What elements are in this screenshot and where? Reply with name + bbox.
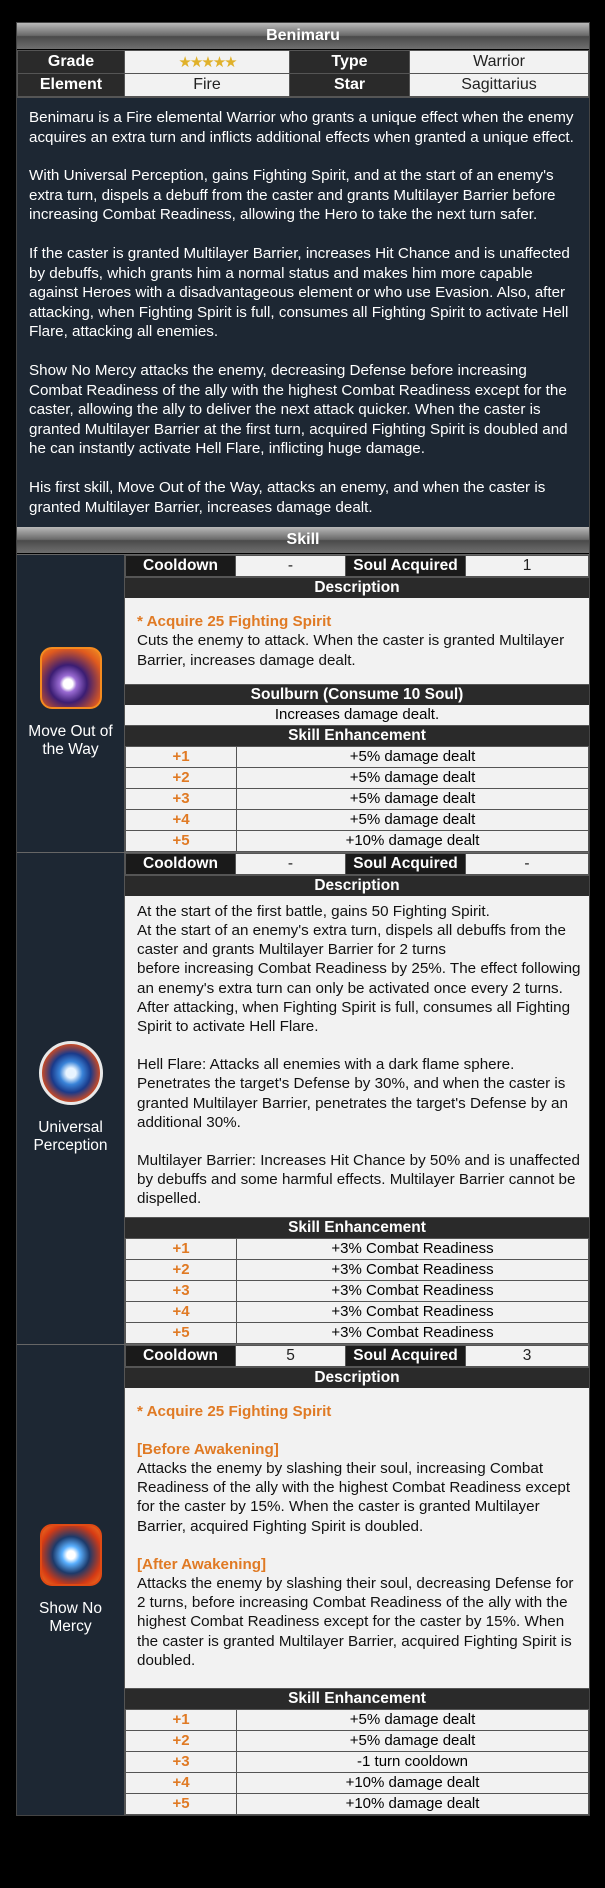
- soul-acquired-value: -: [466, 853, 589, 874]
- enhancement-row: [126, 1772, 589, 1793]
- enhancement-row: [126, 1793, 589, 1814]
- hero-info-table: [17, 50, 589, 97]
- enhancement-table: [125, 746, 589, 852]
- enhancement-row: [126, 746, 589, 767]
- enh-level: +3: [126, 1751, 237, 1772]
- description-text: At the start of the first battle, gains 50 Fighting Spirit. At the start of an enemy's extra turn, dispels all debuffs from the caster and grants Multilayer Barrier for 2 turns before increasing Combat Readiness by 25%. The effect following an enemy's extra turn can only be activated once every 2 turns. After attacking, when Fighting Spirit is full, consumes all Fighting Spirit to activate Hell Flare.: [137, 902, 581, 1035]
- skill-enhancement-header: Skill Enhancement: [125, 1688, 589, 1709]
- skill-body: [125, 555, 590, 852]
- grade-label: Grade: [18, 51, 125, 74]
- skill-icon-cell: [17, 853, 125, 1344]
- hero-card: [16, 22, 590, 1816]
- skill-universal-perception: [17, 852, 589, 1344]
- enhancement-row: [126, 1301, 589, 1322]
- skill-icon-cell: [17, 555, 125, 852]
- soul-acquired-label: Soul Acquired: [346, 1345, 466, 1366]
- enhancement-row: [126, 788, 589, 809]
- before-awakening-title: [Before Awakening]: [137, 1440, 279, 1458]
- enhancement-row: [126, 1280, 589, 1301]
- enh-value: -1 turn cooldown: [237, 1751, 589, 1772]
- enh-value: +5% damage dealt: [237, 746, 589, 767]
- element-label: Element: [18, 74, 125, 97]
- enh-level: +3: [126, 788, 237, 809]
- skill-description: [125, 1388, 589, 1688]
- skill-body: [125, 853, 590, 1344]
- enh-value: +10% damage dealt: [237, 1772, 589, 1793]
- type-label: Type: [290, 51, 410, 74]
- skill-meta: [125, 853, 589, 875]
- description-header: Description: [125, 577, 589, 598]
- enhancement-row: [126, 1730, 589, 1751]
- skill-enhancement-header: Skill Enhancement: [125, 1217, 589, 1238]
- cooldown-value: -: [236, 556, 346, 577]
- soul-acquired-label: Soul Acquired: [346, 853, 466, 874]
- skill-name: Move Out of the Way: [28, 723, 113, 759]
- enh-value: +5% damage dealt: [237, 767, 589, 788]
- description-header: Description: [125, 1367, 589, 1388]
- skill-meta: [125, 555, 589, 577]
- enh-level: +2: [126, 1730, 237, 1751]
- before-awakening-text: Attacks the enemy by slashing their soul, increasing Combat Readiness of the ally with the highest Combat Readiness except for the caster by 15%. When the caster is granted Multilayer Barrier, acquired Fighting Spirit is doubled.: [137, 1459, 571, 1535]
- bio-paragraph: His first skill, Move Out of the Way, attacks an enemy, and when the caster is granted Multilayer Barrier, increases damage dealt.: [29, 478, 546, 516]
- enh-level: +4: [126, 809, 237, 830]
- star-value: Sagittarius: [410, 74, 589, 97]
- fighting-spirit-note: * Acquire 25 Fighting Spirit: [137, 1402, 332, 1420]
- enhancement-row: [126, 1259, 589, 1280]
- enh-value: +10% damage dealt: [237, 830, 589, 851]
- skill-header: Skill: [17, 527, 589, 554]
- enh-value: +5% damage dealt: [237, 788, 589, 809]
- cooldown-label: Cooldown: [126, 556, 236, 577]
- bio-paragraph: Benimaru is a Fire elemental Warrior who grants a unique effect when the enemy acquires an extra turn and inflicts additional effects when granted a unique effect.: [29, 109, 574, 146]
- enh-value: +3% Combat Readiness: [237, 1280, 589, 1301]
- cooldown-value: 5: [236, 1345, 346, 1366]
- enh-level: +4: [126, 1772, 237, 1793]
- enh-value: +3% Combat Readiness: [237, 1238, 589, 1259]
- enh-level: +3: [126, 1280, 237, 1301]
- description-header: Description: [125, 875, 589, 896]
- skill-name: Universal Perception: [33, 1119, 108, 1155]
- enh-level: +4: [126, 1301, 237, 1322]
- hero-name: Benimaru: [17, 23, 589, 50]
- enhancement-row: [126, 1238, 589, 1259]
- skill-move-out-of-the-way: [17, 554, 589, 852]
- type-value: Warrior: [410, 51, 589, 74]
- description-text: Multilayer Barrier: Increases Hit Chance by 50% and is unaffected by debuffs and some harmful effects. Multilayer Barrier cannot be dispelled.: [137, 1151, 580, 1208]
- hero-bio: [17, 97, 589, 527]
- soul-acquired-value: 3: [466, 1345, 589, 1366]
- enhancement-table: [125, 1238, 589, 1344]
- skill-enhancement-header: Skill Enhancement: [125, 725, 589, 746]
- enh-level: +5: [126, 1322, 237, 1343]
- skill-body: [125, 1345, 590, 1815]
- bio-paragraph: With Universal Perception, gains Fighting Spirit, and at the start of an enemy's extra turn, dispels a debuff from the caster and grants Multilayer Barrier before increasing Combat Readiness, allowing the Hero to take the next turn safer.: [29, 167, 556, 224]
- enhancement-row: [126, 767, 589, 788]
- enhancement-row: [126, 809, 589, 830]
- cooldown-label: Cooldown: [126, 853, 236, 874]
- move-out-icon: [40, 647, 102, 709]
- enh-value: +10% damage dealt: [237, 1793, 589, 1814]
- star-icons: ★★★★★: [178, 53, 236, 71]
- enh-value: +3% Combat Readiness: [237, 1301, 589, 1322]
- enh-level: +5: [126, 830, 237, 851]
- skill-name: Show No Mercy: [39, 1599, 102, 1635]
- enh-level: +5: [126, 1793, 237, 1814]
- enhancement-row: [126, 1709, 589, 1730]
- enhancement-row: [126, 1322, 589, 1343]
- skill-show-no-mercy: [17, 1344, 589, 1815]
- enh-value: +3% Combat Readiness: [237, 1259, 589, 1280]
- enhancement-table: [125, 1709, 589, 1815]
- enh-level: +1: [126, 1238, 237, 1259]
- skill-description: [125, 598, 589, 684]
- cooldown-value: -: [236, 853, 346, 874]
- after-awakening-title: [After Awakening]: [137, 1555, 267, 1573]
- show-no-mercy-icon: [40, 1524, 102, 1586]
- enh-level: +1: [126, 746, 237, 767]
- skill-icon-cell: [17, 1345, 125, 1815]
- cooldown-label: Cooldown: [126, 1345, 236, 1366]
- bio-paragraph: Show No Mercy attacks the enemy, decreasing Defense before increasing Combat Readiness of the ally with the highest Combat Readiness except for the caster, allowing the ally to deliver the next attack quicker. When the caster is granted Multilayer Barrier at the first turn, acquired Fighting Spirit is doubled and he can instantly activate Hell Flare, inflicting huge damage.: [29, 361, 568, 458]
- enh-level: +2: [126, 767, 237, 788]
- enh-value: +5% damage dealt: [237, 1730, 589, 1751]
- description-text: Hell Flare: Attacks all enemies with a dark flame sphere. Penetrates the target's Defense by 30%, and when the caster is granted Multilayer Barrier, penetrates the target's Defense by an additional 30%.: [137, 1056, 568, 1131]
- after-awakening-text: Attacks the enemy by slashing their soul, decreasing Defense for 2 turns, before increasing Combat Readiness of the ally with the highest Combat Readiness except for the caster by 15%. When the caster is granted Multilayer Barrier, acquired Fighting Spirit is doubled.: [137, 1574, 574, 1669]
- universal-perception-icon: [39, 1041, 103, 1105]
- enh-value: +5% damage dealt: [237, 809, 589, 830]
- soul-acquired-label: Soul Acquired: [346, 556, 466, 577]
- enhancement-row: [126, 830, 589, 851]
- enh-value: +5% damage dealt: [237, 1709, 589, 1730]
- fighting-spirit-note: * Acquire 25 Fighting Spirit: [137, 613, 332, 631]
- star-label: Star: [290, 74, 410, 97]
- element-value: Fire: [125, 74, 290, 97]
- skill-description: [125, 896, 589, 1217]
- description-text: Cuts the enemy to attack. When the caster is granted Multilayer Barrier, increases damage dealt.: [137, 632, 565, 669]
- bio-paragraph: If the caster is granted Multilayer Barrier, increases Hit Chance and is unaffected by debuffs, which grants him a normal status and makes him more capable against Heroes with a disadvantageous element or who use Evasion. Also, after attacking, when Fighting Spirit is full, consumes all Fighting Spirit to activate Hell Flare, attacking all enemies.: [29, 244, 570, 341]
- soulburn-header: Soulburn (Consume 10 Soul): [125, 684, 589, 705]
- enh-level: +2: [126, 1259, 237, 1280]
- enhancement-row: [126, 1751, 589, 1772]
- soul-acquired-value: 1: [466, 556, 589, 577]
- grade-stars: [125, 51, 290, 74]
- enh-value: +3% Combat Readiness: [237, 1322, 589, 1343]
- soulburn-value: Increases damage dealt.: [125, 705, 589, 725]
- enh-level: +1: [126, 1709, 237, 1730]
- skill-meta: [125, 1345, 589, 1367]
